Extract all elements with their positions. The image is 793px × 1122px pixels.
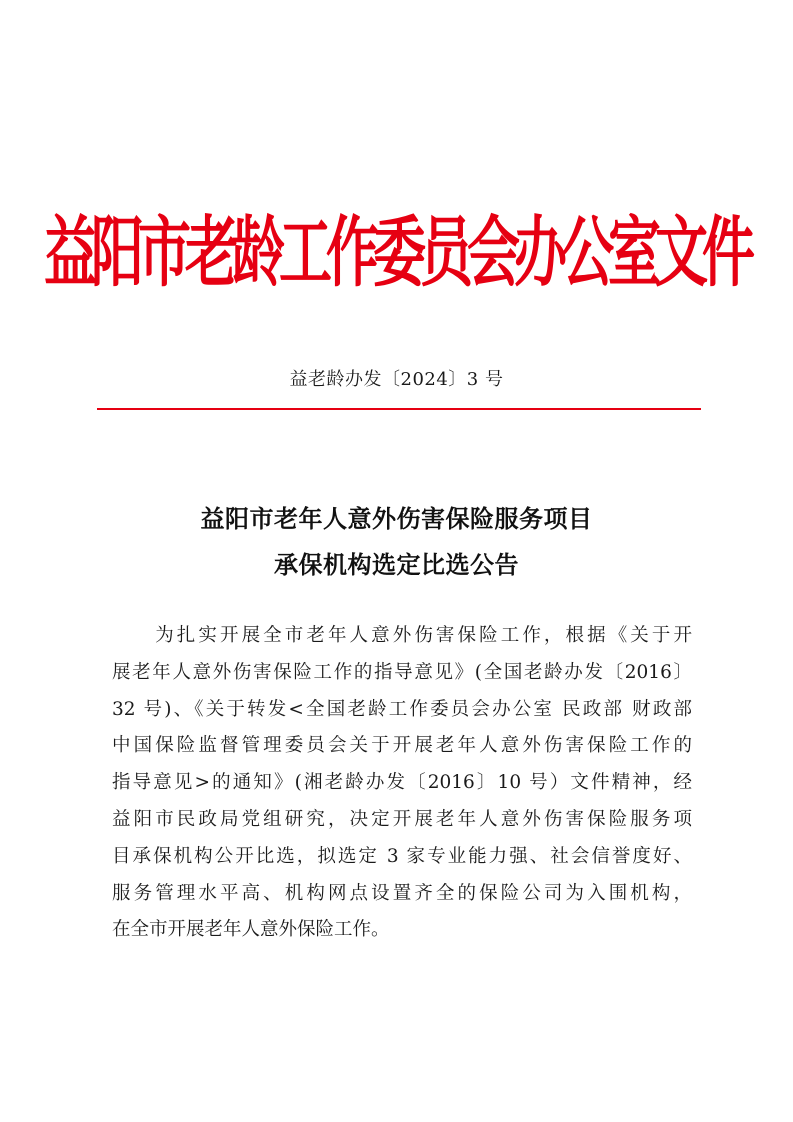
notice-title [0,496,793,588]
body-line: 益阳市民政局党组研究，决定开展老年人意外伤害保险服务项 [112,808,692,830]
body-line: 目承保机构公开比选，拟选定 3 家专业能力强、社会信誉度好、 [112,845,692,867]
body-line: 在全市开展老年人意外保险工作。 [112,919,390,941]
body-line: 指导意见>的通知》(湘老龄办发〔2016〕10 号）文件精神，经 [112,772,692,794]
notice-title-line-2: 承保机构选定比选公告 [274,550,519,579]
body-paragraph [112,618,692,949]
document-number: 益老龄办发〔2024〕3 号 [289,369,504,390]
body-line: 32 号)、《关于转发<全国老龄工作委员会办公室 民政部 财政部 [112,698,692,720]
issuing-authority-header: 益阳市老龄工作委员会办公室文件 [44,208,749,298]
body-line: 为扎实开展全市老年人意外伤害保险工作，根据《关于开 [112,625,692,646]
body-line: 中国保险监督管理委员会关于开展老年人意外伤害保险工作的 [112,735,692,757]
body-line: 展老年人意外伤害保险工作的指导意见》(全国老龄办发〔2016〕 [112,661,692,683]
notice-title-line-1: 益阳市老年人意外伤害保险服务项目 [200,504,593,533]
red-separator-line [97,408,701,410]
body-line: 服务管理水平高、机构网点设置齐全的保险公司为入围机构， [112,882,692,904]
